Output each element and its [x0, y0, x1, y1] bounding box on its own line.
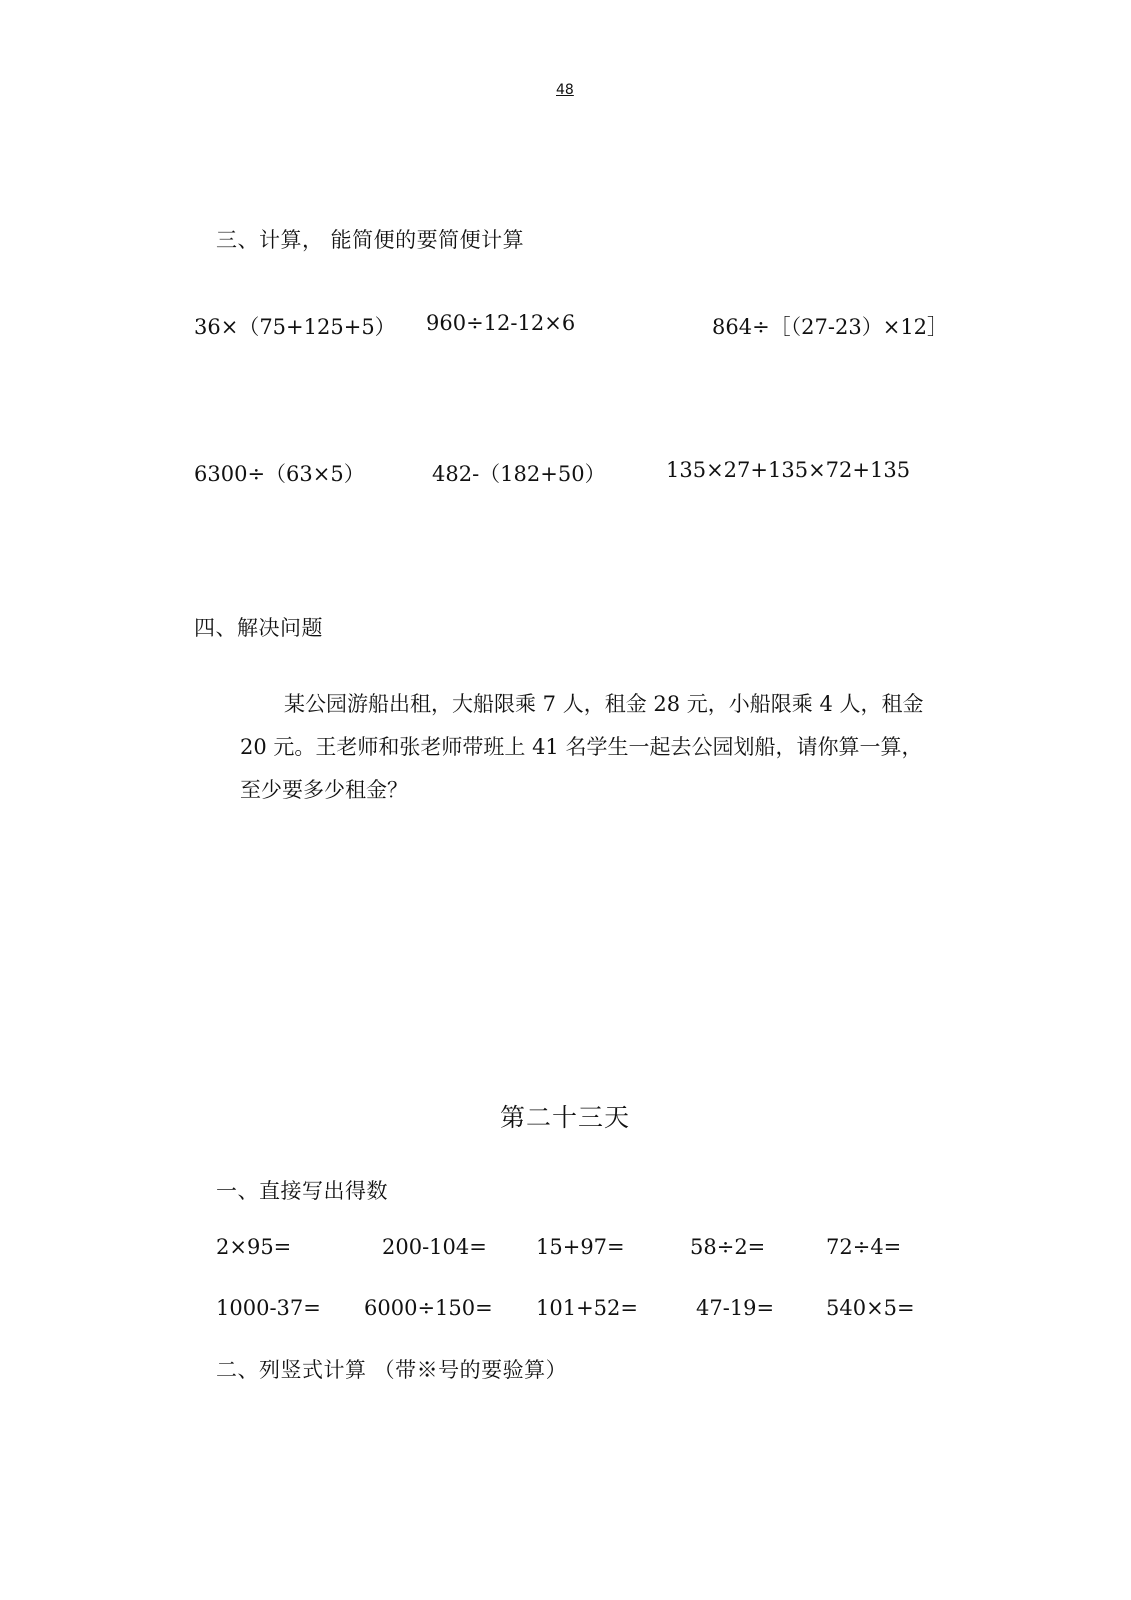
mental-math-1: 2×95=	[216, 1235, 292, 1259]
mental-math-2: 200-104=	[382, 1235, 487, 1259]
expression-5: 482-（182+50）	[432, 462, 606, 486]
mental-math-9: 47-19=	[696, 1296, 775, 1320]
mental-math-10: 540×5=	[826, 1296, 915, 1320]
expression-6: 135×27+135×72+135	[666, 458, 911, 482]
mental-math-8: 101+52=	[536, 1296, 638, 1320]
problem-line-2: 20 元。王老师和张老师带班上 41 名学生一起去公园划船，请你算一算，	[240, 735, 923, 759]
expression-3: 864÷［（27-23）×12］	[712, 315, 949, 339]
problem-line-1: 某公园游船出租，大船限乘 7 人，租金 28 元，小船限乘 4 人，租金	[284, 692, 924, 716]
expression-4: 6300÷（63×5）	[194, 462, 365, 486]
page-number: 48	[556, 82, 574, 98]
mental-math-4: 58÷2=	[690, 1235, 766, 1259]
section-3-heading: 三、计算， 能简便的要简便计算	[216, 228, 525, 252]
day23-section-2-heading: 二、列竖式计算 （带※号的要验算）	[216, 1358, 568, 1382]
section-4-heading: 四、解决问题	[194, 616, 323, 640]
mental-math-5: 72÷4=	[826, 1235, 902, 1259]
problem-line-3: 至少要多少租金？	[240, 778, 408, 802]
mental-math-7: 6000÷150=	[364, 1296, 493, 1320]
mental-math-6: 1000-37=	[216, 1296, 321, 1320]
expression-1: 36×（75+125+5）	[194, 315, 396, 339]
expression-2: 960÷12-12×6	[426, 311, 576, 335]
day23-section-1-heading: 一、直接写出得数	[216, 1179, 388, 1203]
day-title: 第二十三天	[500, 1103, 631, 1132]
mental-math-3: 15+97=	[536, 1235, 625, 1259]
